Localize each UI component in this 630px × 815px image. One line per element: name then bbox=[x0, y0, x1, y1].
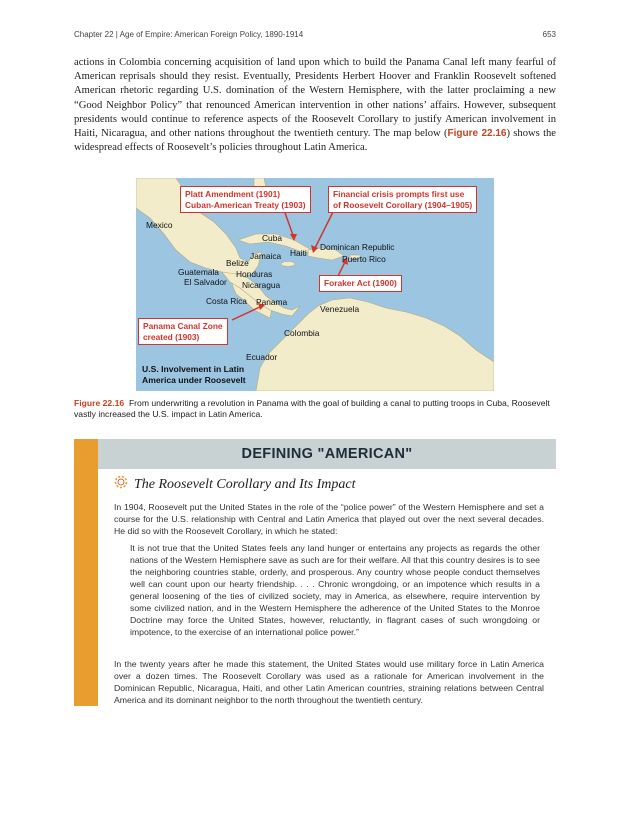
place-puerto-rico: Puerto Rico bbox=[342, 254, 386, 264]
figure-link[interactable]: Figure 22.16 bbox=[447, 128, 507, 140]
feature-intro: In 1904, Roosevelt put the United States in the role of the “police power” of the Western Hemisphere and set a course for the U.S. relationship with Central and Latin America that played out over the next several decades. He did so with the Roosevelt Corollary, in which he stated: bbox=[114, 502, 544, 536]
place-venezuela: Venezuela bbox=[320, 304, 360, 314]
place-mexico: Mexico bbox=[146, 220, 173, 230]
place-el-salvador: El Salvador bbox=[184, 277, 227, 287]
callout-panama-canal-zone bbox=[138, 318, 228, 345]
body-text-before: actions in Colombia concerning acquisition of land upon which to build the Panama Canal left many fearful of American reprisals should they resist. Eventually, Presidents Herbert Hoover and Franklin Roosevelt softened American rhetoric regarding U.S. domination of the Western Hemisphere, with the latter proclaiming a new “Good Neighbor Policy” that renounced American intervention in other nations’ affairs. However, subsequent presidents would continue to reference aspects of the Roosevelt Corollary to justify American involvement in Haiti, Nicaragua, and other nations throughout the twentieth century. The map below ( bbox=[74, 57, 556, 140]
feature-banner-text: DEFINING "AMERICAN" bbox=[241, 446, 413, 462]
chapter-title: Chapter 22 | Age of Empire: American Foreign Policy, 1890-1914 bbox=[74, 30, 304, 39]
callout-financial-crisis bbox=[328, 186, 477, 213]
caption-label: Figure 22.16 bbox=[74, 398, 125, 408]
feature-title-text: The Roosevelt Corollary and Its Impact bbox=[134, 476, 356, 492]
callout-foraker-act bbox=[319, 275, 402, 292]
place-honduras: Honduras bbox=[236, 269, 273, 279]
callout-financial-line2: of Roosevelt Corollary (1904–1905) bbox=[333, 199, 473, 210]
callout-panama-line2: created (1903) bbox=[143, 331, 200, 342]
feature-title bbox=[114, 475, 356, 494]
place-nicaragua: Nicaragua bbox=[242, 280, 281, 290]
place-panama: Panama bbox=[256, 297, 288, 307]
feature-side-bar bbox=[74, 439, 98, 706]
body-paragraph bbox=[74, 56, 556, 155]
feature-quote: It is not true that the United States feels any land hunger or entertains any projects as regards the other nations of the Western Hemisphere save as such are for their welfare. All that this country desires is to see the neighboring countries stable, orderly, and prosperous. Any country whose people conduct themselves well can count upon our hearty friendship. . . . Chronic wrongdoing, or an impotence which results in a general loosening of the ties of civilized society, may in America, as elsewhere, require intervention by some civilized nation, and in the Western Hemisphere the adherence of the United States to the Monroe Doctrine may force the United States, however, reluctantly, in flagrant cases of such wrongdoing or impotence, to the exercise of an international police power.” bbox=[130, 543, 540, 637]
map-title-line2: America under Roosevelt bbox=[142, 375, 246, 385]
map-title-line1: U.S. Involvement in Latin bbox=[142, 364, 245, 374]
place-colombia: Colombia bbox=[284, 328, 320, 338]
callout-platt-line2: Cuban-American Treaty (1903) bbox=[185, 199, 306, 210]
feature-banner bbox=[98, 439, 556, 469]
arrow-panama bbox=[232, 306, 262, 320]
body-text-after: ) shows the widespread effects of Roosevelt’s policies throughout Latin America. bbox=[74, 128, 557, 154]
place-ecuador: Ecuador bbox=[246, 352, 278, 362]
place-dominican-republic: Dominican Republic bbox=[320, 242, 395, 252]
callout-platt-line1: Platt Amendment (1901) bbox=[185, 189, 281, 199]
feature-closing: In the twenty years after he made this statement, the United States would use military force in Latin America over a dozen times. The Roosevelt Corollary was used as a rationale for American involvement in the Dominican Republic, Nicaragua, Haiti, and other Latin American countries, straining relations between Central America and its dominant neighbor to the north throughout the twentieth century. bbox=[114, 659, 544, 705]
defining-american-feature bbox=[74, 439, 556, 706]
callout-platt-amendment bbox=[180, 186, 311, 213]
place-cuba: Cuba bbox=[262, 233, 283, 243]
page-number: 653 bbox=[542, 30, 556, 39]
callout-foraker-line1: Foraker Act (1900) bbox=[324, 278, 397, 288]
place-costa-rica: Costa Rica bbox=[206, 296, 247, 306]
place-belize: Belize bbox=[226, 258, 249, 268]
latin-america-map bbox=[136, 178, 494, 391]
sun-burst-icon bbox=[114, 475, 128, 494]
caption-text: From underwriting a revolution in Panama with the goal of building a canal to putting troops in Cuba, Roosevelt vastly increased the U.S. impact in Latin America. bbox=[74, 398, 550, 419]
callout-financial-line1: Financial crisis prompts first use bbox=[333, 189, 465, 199]
place-jamaica: Jamaica bbox=[250, 251, 282, 261]
place-haiti: Haiti bbox=[290, 248, 307, 258]
arrow-platt bbox=[284, 210, 294, 238]
figure-caption bbox=[74, 398, 556, 420]
map-title bbox=[142, 364, 282, 386]
page-header bbox=[74, 30, 556, 39]
callout-panama-line1: Panama Canal Zone bbox=[143, 321, 223, 331]
place-guatemala: Guatemala bbox=[178, 267, 219, 277]
